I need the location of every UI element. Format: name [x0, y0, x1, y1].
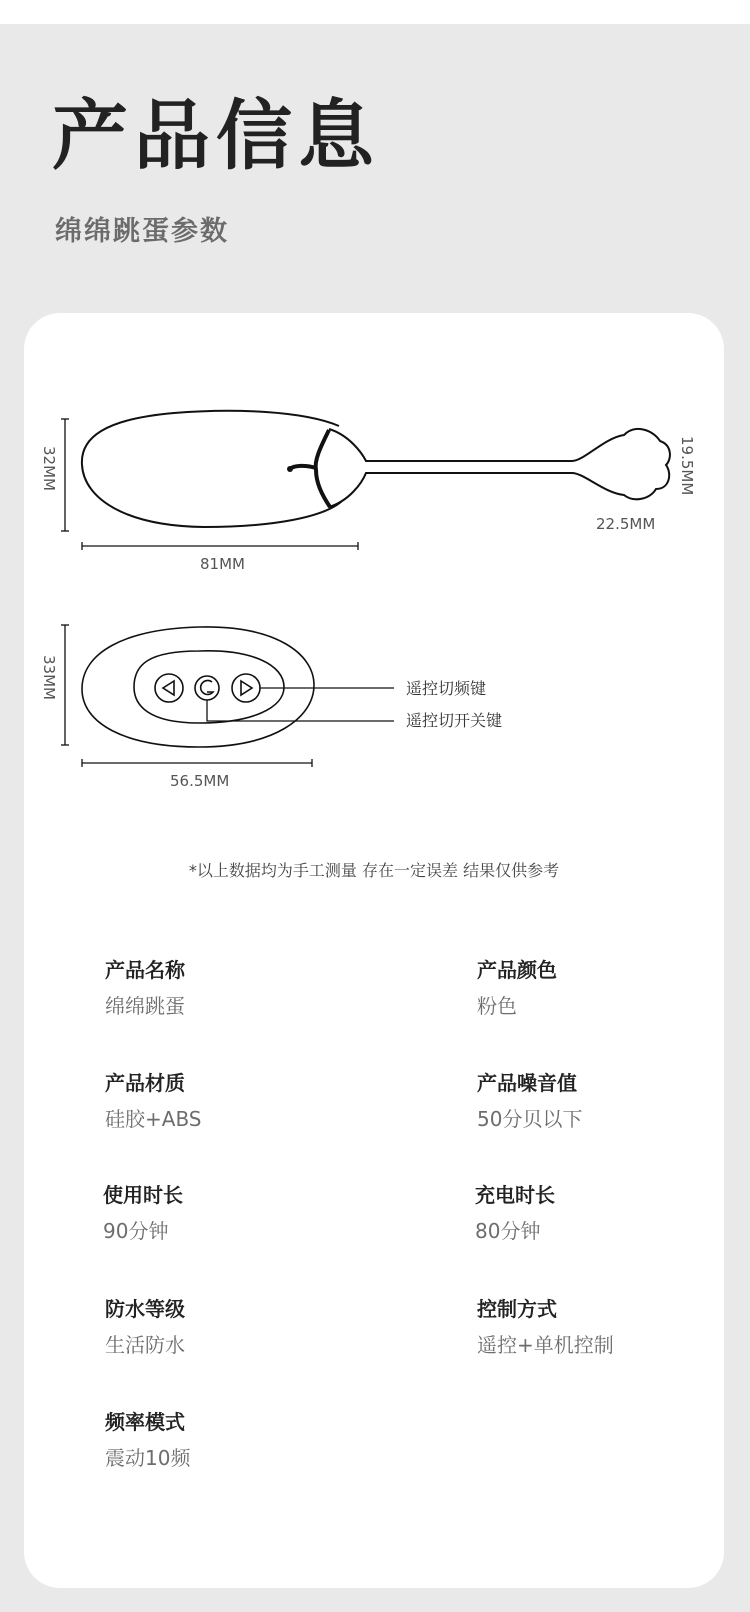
egg-illustration — [82, 411, 670, 527]
spec-label: 产品噪音值 — [477, 1071, 577, 1095]
spec-label: 充电时长 — [475, 1183, 555, 1207]
remote-dimension-lines — [61, 625, 312, 767]
prev-frequency-button-icon — [155, 674, 183, 702]
remote-width-label: 56.5MM — [170, 772, 230, 790]
spec-value: 粉色 — [477, 994, 517, 1018]
page-title: 产品信息 — [52, 91, 380, 180]
power-button-icon — [195, 676, 219, 700]
spec-value: 绵绵跳蛋 — [105, 994, 185, 1018]
callout-frequency-key: 遥控切频键 — [406, 679, 487, 698]
egg-length-label: 81MM — [200, 555, 245, 573]
spec-value: 80分钟 — [475, 1219, 541, 1243]
spec-label: 使用时长 — [103, 1183, 183, 1207]
next-frequency-button-icon — [232, 674, 260, 702]
spec-frequency-mode — [105, 1412, 190, 1468]
spec-value: 硅胶+ABS — [105, 1107, 202, 1131]
callout-power-key: 遥控切开关键 — [406, 711, 503, 730]
spec-label: 产品材质 — [105, 1071, 185, 1095]
spec-value: 生活防水 — [105, 1333, 185, 1357]
spec-charge-time — [475, 1185, 555, 1241]
egg-dimension-lines — [61, 419, 358, 550]
product-dimension-diagram — [24, 313, 724, 833]
spec-product-color — [477, 960, 557, 1016]
egg-height-label: 32MM — [40, 446, 58, 491]
tail-width-label: 22.5MM — [596, 515, 656, 533]
spec-label: 频率模式 — [105, 1410, 185, 1434]
spec-value: 50分贝以下 — [477, 1107, 583, 1131]
spec-usage-time — [103, 1185, 183, 1241]
spec-value: 90分钟 — [103, 1219, 169, 1243]
page-subtitle: 绵绵跳蛋参数 — [55, 216, 229, 247]
spec-noise-level — [477, 1073, 582, 1129]
remote-height-label: 33MM — [40, 655, 58, 700]
remote-illustration — [82, 627, 314, 747]
tail-height-label: 19.5MM — [678, 436, 696, 496]
info-card — [24, 313, 724, 1588]
spec-label: 控制方式 — [477, 1297, 557, 1321]
spec-label: 产品颜色 — [477, 958, 557, 982]
spec-control-method — [477, 1299, 614, 1355]
spec-product-name — [105, 960, 185, 1016]
spec-label: 产品名称 — [105, 958, 185, 982]
top-strip — [0, 0, 750, 24]
measurement-disclaimer: *以上数据均为手工测量 存在一定误差 结果仅供参考 — [188, 861, 560, 880]
spec-waterproof — [105, 1299, 185, 1355]
spec-value: 震动10频 — [105, 1446, 191, 1470]
spec-material — [105, 1073, 202, 1129]
spec-value: 遥控+单机控制 — [477, 1333, 614, 1357]
spec-label: 防水等级 — [105, 1297, 185, 1321]
